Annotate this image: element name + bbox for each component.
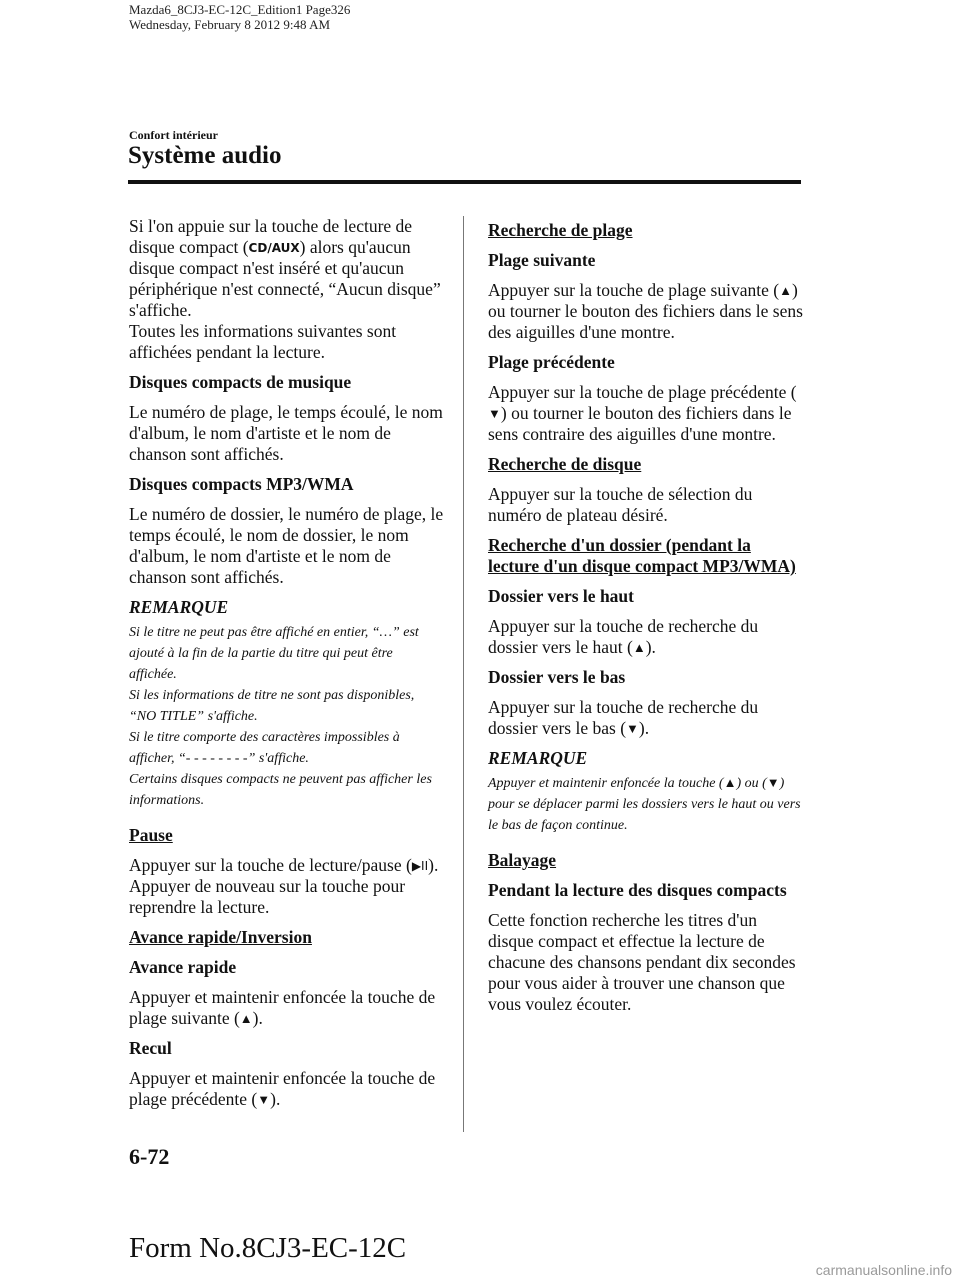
disc-search-heading: Recherche de disque: [488, 454, 642, 474]
music-cd-heading: Disques compacts de musique: [129, 372, 352, 392]
up-arrow-icon: ▲: [239, 1011, 253, 1027]
watermark: carmanualsonline.info: [815, 1262, 952, 1278]
ff-text-a: Appuyer et maintenir enfoncée la touche de plage suivante (: [129, 987, 436, 1028]
note-item: Certains disques compacts ne peuvent pas afficher les informations.: [129, 772, 432, 808]
note-text-a: Appuyer et maintenir enfoncée la touche (: [488, 776, 724, 791]
folder-down-text-b: ).: [638, 718, 650, 738]
scan-heading: Balayage: [488, 850, 557, 870]
rew-text-b: ).: [270, 1089, 281, 1109]
folder-up-text-b: ).: [645, 637, 656, 657]
prev-text-a: Appuyer sur la touche de plage précédente (: [488, 382, 797, 402]
up-arrow-icon: ▲: [632, 640, 646, 656]
prev-text-b: ) ou tourner le bouton des fichiers dans le sens contraire des aiguilles d'une montre.: [488, 403, 792, 444]
fast-forward-paragraph: [129, 987, 444, 1029]
previous-track-subheading: Plage précédente: [488, 352, 615, 372]
section-label: Confort intérieur: [129, 128, 218, 142]
up-arrow-icon: ▲: [723, 775, 737, 791]
remarque-label: REMARQUE: [488, 748, 588, 768]
up-arrow-icon: ▲: [779, 283, 792, 299]
fast-forward-subheading: Avance rapide: [129, 957, 237, 977]
page-number: 6-72: [129, 1144, 170, 1169]
ff-text-b: ).: [252, 1008, 263, 1028]
folder-up-text-a: Appuyer sur la touche de recherche du dossier vers le haut (: [488, 616, 759, 657]
disc-search-text: Appuyer sur la touche de sélection du numéro de plateau désiré.: [488, 484, 753, 525]
music-cd-text: Le numéro de plage, le temps écoulé, le nom d'album, le nom d'artiste et le nom de chanson sont affichés.: [129, 402, 443, 464]
note-item: Si les informations de titre ne sont pas disponibles, “NO TITLE” s'affiche.: [129, 688, 415, 724]
folder-down-subheading: Dossier vers le bas: [488, 667, 626, 687]
scan-text: Cette fonction recherche les titres d'un disque compact et effectue la lecture de chacune des chansons pendant dix secondes pour vous aider à trouver une chanson que vous voulez écouter.: [488, 910, 796, 1014]
down-arrow-icon: ▼: [766, 775, 780, 791]
folder-up-paragraph: [488, 616, 803, 658]
mp3-cd-heading: Disques compacts MP3/WMA: [129, 474, 354, 494]
pause-paragraph: [129, 855, 444, 918]
note-item: Si le titre comporte des caractères impossibles à afficher, “- - - - - - - -” s'affiche.: [129, 730, 400, 766]
next-text-b: ) ou tourner le bouton des fichiers dans le sens des aiguilles d'une montre.: [488, 280, 803, 342]
rew-text-a: Appuyer et maintenir enfoncée la touche de plage précédente (: [129, 1068, 436, 1109]
column-divider: [463, 216, 464, 1132]
note-text-c: ) pour se déplacer parmi les dossiers vers le haut ou vers le bas de façon continue.: [488, 776, 801, 833]
right-column: [488, 220, 803, 1024]
mp3-cd-text: Le numéro de dossier, le numéro de plage, le temps écoulé, le nom de dossier, le nom d'album, le nom d'artiste et le nom de chanson sont affichés.: [129, 504, 444, 587]
down-arrow-icon: ▼: [257, 1092, 271, 1108]
file-header-line-1: Mazda6_8CJ3-EC-12C_Edition1 Page326: [129, 2, 351, 17]
folder-down-paragraph: [488, 697, 803, 739]
down-arrow-icon: ▼: [488, 406, 501, 422]
remarque-notes: [129, 622, 444, 811]
reverse-subheading: Recul: [129, 1038, 172, 1058]
fast-forward-reverse-heading: Avance rapide/Inversion: [129, 927, 312, 947]
folder-up-subheading: Dossier vers le haut: [488, 586, 634, 606]
intro-paragraph: [129, 216, 444, 363]
next-text-a: Appuyer sur la touche de plage suivante (: [488, 280, 780, 300]
intro-text-b: ) alors qu'aucun disque compact n'est inséré et qu'aucun périphérique n'est connecté, “Aucun disque” s'affiche.: [129, 237, 441, 320]
note-text-b: ) ou (: [736, 776, 767, 791]
pause-heading: Pause: [129, 825, 173, 845]
title-rule: [128, 180, 801, 184]
folder-search-heading: Recherche d'un dossier (pendant la lecture d'un disque compact MP3/WMA): [488, 535, 796, 576]
cd-aux-icon: CD/AUX: [248, 240, 300, 255]
remarque-note: [488, 773, 803, 836]
play-pause-icon: ▶II: [411, 858, 429, 873]
track-search-heading: Recherche de plage: [488, 220, 633, 240]
pause-text-a: Appuyer sur la touche de lecture/pause (: [129, 855, 412, 875]
remarque-label: REMARQUE: [129, 597, 229, 617]
reverse-paragraph: [129, 1068, 444, 1110]
pause-text-b: ).: [428, 855, 439, 875]
file-header-line-2: Wednesday, February 8 2012 9:48 AM: [129, 17, 331, 32]
scan-subheading: Pendant la lecture des disques compacts: [488, 880, 787, 900]
pause-text-2: Appuyer de nouveau sur la touche pour reprendre la lecture.: [129, 876, 406, 917]
intro-text-2: Toutes les informations suivantes sont affichées pendant la lecture.: [129, 321, 397, 362]
note-item: Si le titre ne peut pas être affiché en entier, “…” est ajouté à la fin de la partie du titre qui peut être affichée.: [129, 625, 419, 682]
intro-text-a: Si l'on appuie sur la touche de lecture de disque compact (: [129, 216, 413, 257]
form-number: Form No.8CJ3-EC-12C: [129, 1232, 407, 1264]
folder-down-text-a: Appuyer sur la touche de recherche du dossier vers le bas (: [488, 697, 759, 738]
left-column: [129, 216, 444, 1119]
next-track-paragraph: [488, 280, 803, 343]
previous-track-paragraph: [488, 382, 803, 445]
down-arrow-icon: ▼: [626, 721, 639, 737]
next-track-subheading: Plage suivante: [488, 250, 596, 270]
page-title: Système audio: [128, 142, 282, 169]
